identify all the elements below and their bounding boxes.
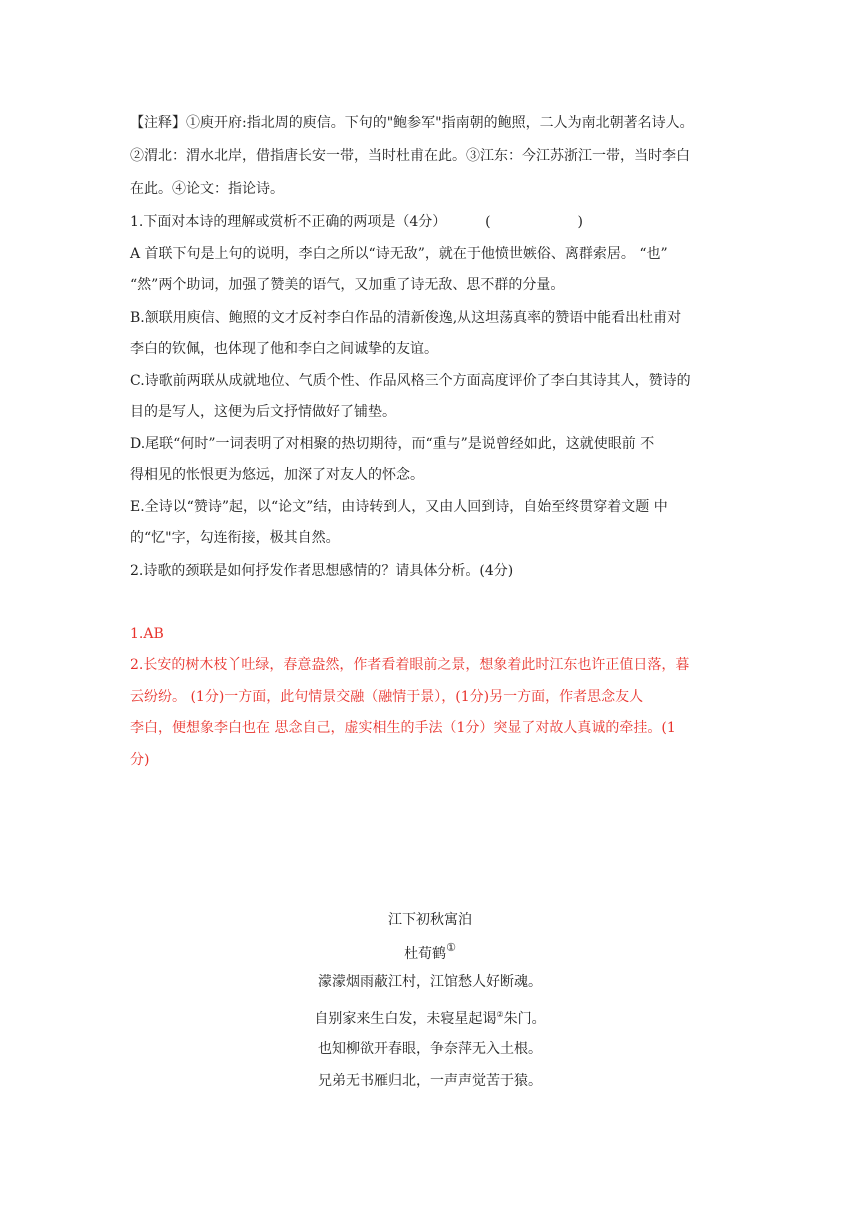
answer-2-line-1: 2.长安的树木枝丫吐绿，春意盎然，作者看着眼前之景，想象着此时江东也许正值日落，暮	[130, 657, 690, 673]
option-b-line-2: 李白的钦佩，也体现了他和李白之间诚挚的友谊。	[130, 341, 438, 357]
answer-paren-close: )	[577, 214, 584, 230]
poem-author-line	[0, 938, 860, 964]
note-line-1: 【注释】①庾开府:指北周的庾信。下句的"鲍参军"指南朝的鲍照，二人为南北朝著名诗人。	[130, 115, 694, 131]
option-e-line-1: E.全诗以“赞诗”起，以“论文”结，由诗转到人，又由人回到诗，自始至终贯穿着文题 中	[130, 499, 668, 515]
poem-line-2	[0, 1005, 860, 1029]
note-line-3: 在此。④论文：指论诗。	[130, 181, 284, 197]
poem-line-2-tail: 朱门。	[503, 1011, 546, 1027]
question-1-stem	[130, 212, 730, 232]
answer-paren-open: (	[485, 214, 491, 230]
question-2-stem: 2.诗歌的颈联是如何抒发作者思想感情的？请具体分析。(4分)	[130, 563, 514, 579]
poem-line-1: 濛濛烟雨蔽江村，江馆愁人好断魂。	[318, 974, 542, 990]
poem-line-2-head: 自别家来生白发，未寝星起谒	[314, 1011, 497, 1027]
answer-2-line-4: 分)	[130, 752, 150, 768]
poem-author: 杜荀鹤	[404, 946, 447, 962]
option-c-line-1: C.诗歌前两联从成就地位、气质个性、作品风格三个方面高度评价了李白其诗其人，赞诗的	[130, 373, 691, 389]
answer-2-line-3: 李白，便想象李白也在 思念自己，虚实相生的手法（1分）突显了对故人真诚的牵挂。(1	[130, 720, 676, 736]
option-d-line-2: 得相见的怅恨更为悠远，加深了对友人的怀念。	[130, 467, 424, 483]
option-c-line-2: 目的是写人，这便为后文抒情做好了铺垫。	[130, 404, 396, 420]
footnote-mark-1: ①	[446, 941, 456, 954]
option-a-line-1: A 首联下句是上句的说明，李白之所以“诗无敌”，就在于他愤世嫉俗、离群索居。 “也”	[130, 246, 668, 262]
option-a-line-2: “然”两个助词，加强了赞美的语气，又加重了诗无敌、思不群的分量。	[130, 277, 565, 293]
footnote-mark-2: ②	[496, 1010, 504, 1019]
question-1-text: 1.下面对本诗的理解或赏析不正确的两项是（4分）	[130, 214, 447, 230]
option-e-line-2: 的“忆"字，勾连衔接，极其自然。	[130, 530, 340, 546]
poem-title: 江下初秋寓泊	[388, 912, 472, 928]
poem-line-3: 也知柳欲开春眼，争奈萍无入土根。	[318, 1041, 542, 1057]
option-b-line-1: B.颔联用庾信、鲍照的文才反衬李白作品的清新俊逸,从这坦荡真率的赞语中能看出杜甫对	[130, 310, 682, 326]
option-d-line-1: D.尾联“何时”一词表明了对相聚的热切期待，而“重与”是说曾经如此，这就使眼前 不	[130, 436, 655, 452]
answer-2-line-2: 云纷纷。 (1分)一方面，此句情景交融（融情于景），(1分)另一方面，作者思念友人	[130, 689, 644, 705]
note-line-2: ②渭北：渭水北岸，借指唐长安一带，当时杜甫在此。③江东：今江苏浙江一带，当时李白	[130, 148, 690, 164]
answer-1: 1.AB	[130, 626, 164, 642]
poem-line-4: 兄弟无书雁归北，一声声觉苦于猿。	[318, 1073, 542, 1089]
